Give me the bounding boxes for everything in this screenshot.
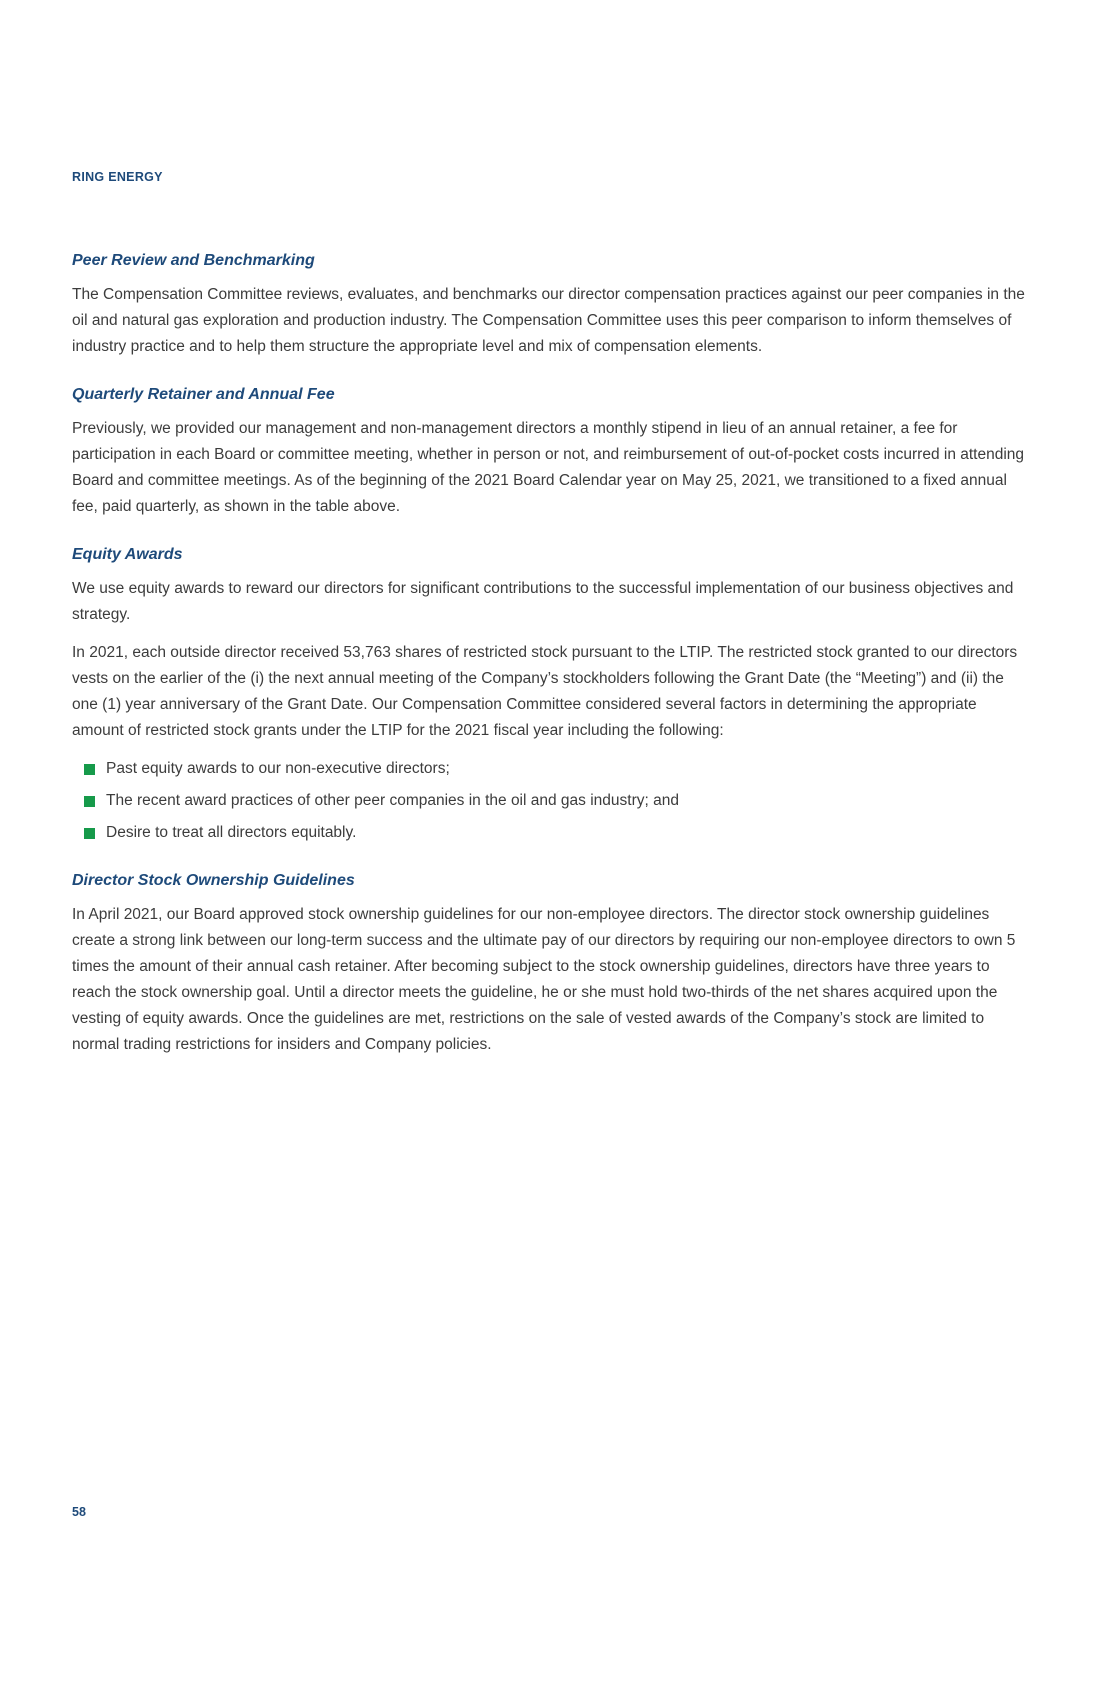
section-retainer: [72, 384, 1032, 520]
paragraph-equity-intro: We use equity awards to reward our directors for significant contributions to the successful implementation of our business objectives and strategy.: [72, 580, 1014, 623]
main-content: [72, 250, 1032, 1082]
paragraph-retainer: Previously, we provided our management and non-management directors a monthly stipend in lieu of an annual retainer, a fee for participation in each Board or committee meeting, whether in person or not, and reimbursement of out-of-pocket costs incurred in attending Board and committee meetings. As of the beginning of the 2021 Board Calendar year on May 25, 2021, we transitioned to a fixed annual fee, paid quarterly, as shown in the table above.: [72, 420, 1025, 515]
section-stock-ownership: [72, 870, 1032, 1058]
heading-equity-awards: Equity Awards: [72, 546, 183, 563]
list-item: [72, 820, 1032, 846]
page-number: 58: [72, 1505, 86, 1519]
paragraph-stock-ownership: In April 2021, our Board approved stock ownership guidelines for our non-employee directors. The director stock ownership guidelines create a strong link between our long-term success and the ultimate pay of our directors by requiring our non-employee directors to own 5 times the amount of their annual cash retainer. After becoming subject to the stock ownership guidelines, directors have three years to reach the stock ownership goal. Until a director meets the guideline, he or she must hold two-thirds of the net shares acquired upon the vesting of equity awards. Once the guidelines are met, restrictions on the sale of vested awards of the Company’s stock are limited to normal trading restrictions for insiders and Company policies.: [72, 906, 1016, 1053]
heading-retainer: Quarterly Retainer and Annual Fee: [72, 386, 335, 403]
list-item: [72, 788, 1032, 814]
paragraph-equity-detail: In 2021, each outside director received 53,763 shares of restricted stock pursuant to the LTIP. The restricted stock granted to our directors vests on the earlier of the (i) the next annual meeting of the Company’s stockholders following the Grant Date (the “Meeting”) and (ii) the one (1) year anniversary of the Grant Date. Our Compensation Committee considered several factors in determining the appropriate amount of restricted stock grants under the LTIP for the 2021 fiscal year including the following:: [72, 644, 1018, 739]
list-item-text: Desire to treat all directors equitably.: [106, 824, 357, 841]
section-equity-awards: [72, 544, 1032, 846]
square-bullet-icon: [84, 828, 95, 839]
paragraph-peer-review: The Compensation Committee reviews, evaluates, and benchmarks our director compensation practices against our peer companies in the oil and natural gas exploration and production industry. The Compensation Committee uses this peer comparison to inform themselves of industry practice and to help them structure the appropriate level and mix of compensation elements.: [72, 286, 1025, 355]
list-item-text: The recent award practices of other peer companies in the oil and gas industry; and: [106, 792, 679, 809]
square-bullet-icon: [84, 796, 95, 807]
list-item-text: Past equity awards to our non-executive directors;: [106, 760, 450, 777]
equity-factors-list: [72, 756, 1032, 846]
section-peer-review: [72, 250, 1032, 360]
list-item: [72, 756, 1032, 782]
company-header: RING ENERGY: [72, 170, 163, 184]
heading-peer-review: Peer Review and Benchmarking: [72, 252, 315, 269]
heading-stock-ownership: Director Stock Ownership Guidelines: [72, 872, 355, 889]
square-bullet-icon: [84, 764, 95, 775]
